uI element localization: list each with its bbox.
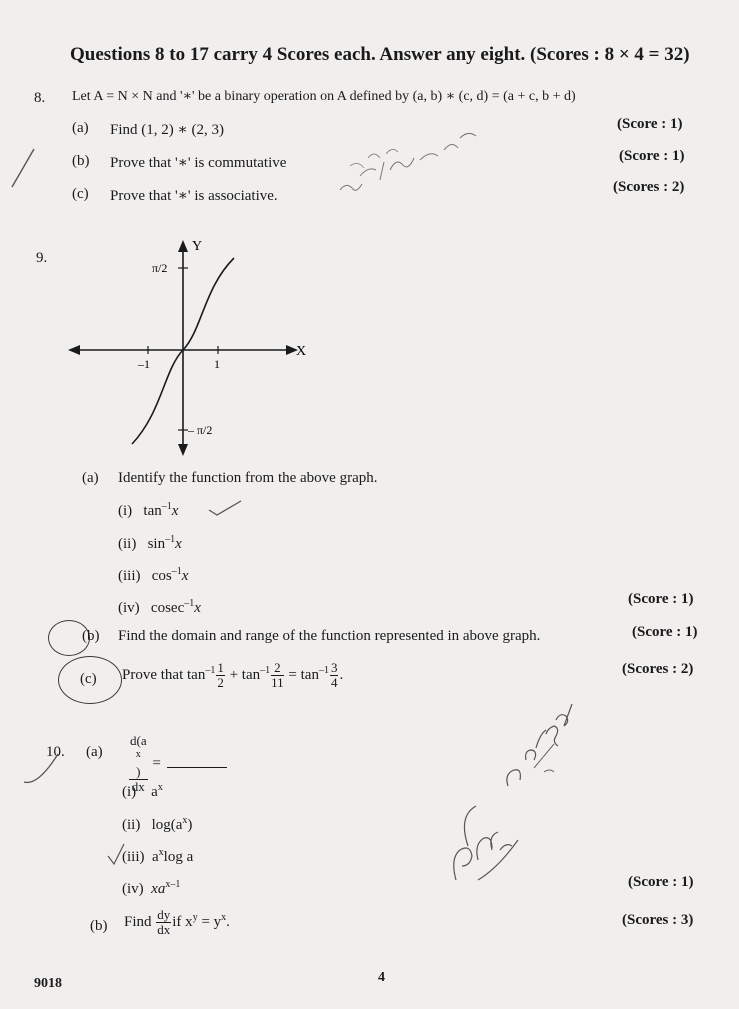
f1-den: 2 xyxy=(217,675,224,690)
page-number: 4 xyxy=(378,970,385,985)
pencil-scribble xyxy=(320,110,520,210)
q8c-label: (c) xyxy=(72,186,89,202)
deriv-num-exp: x xyxy=(135,749,141,760)
f1-num: 1 xyxy=(217,660,224,675)
option-label: (i) xyxy=(122,784,137,800)
option-text: a xyxy=(152,849,159,865)
q10a-label: (a) xyxy=(86,744,103,760)
option-text: log(a xyxy=(151,817,183,833)
option-label: (iv) xyxy=(122,881,144,897)
q9-option-i xyxy=(118,501,178,520)
q9-graph xyxy=(64,238,314,458)
option-var: x xyxy=(175,536,182,552)
f2-den: 11 xyxy=(271,675,284,690)
pencil-tick-mark xyxy=(8,145,38,190)
dy-num: dy xyxy=(157,907,171,922)
answer-blank xyxy=(167,755,227,768)
q9-option-ii xyxy=(118,534,182,553)
option-rest: ) xyxy=(187,817,193,833)
x-left-tick-label: –1 xyxy=(138,357,150,371)
dx-den: dx xyxy=(157,922,171,937)
dy-dx-fraction xyxy=(156,908,171,937)
q9c-score: (Scores : 2) xyxy=(622,661,694,677)
q9a-label: (a) xyxy=(82,470,99,486)
q8-number: 8. xyxy=(34,90,46,106)
option-exp: x xyxy=(182,815,188,826)
x-right-tick-label: 1 xyxy=(214,357,220,371)
option-fn: tan xyxy=(143,503,162,519)
y-bottom-tick-label: – π/2 xyxy=(188,423,213,437)
q10-option-i xyxy=(122,779,163,801)
q8-stem: Let A = N × N and '∗' be a binary operation on A defined by (a, b) ∗ (c, d) = (a + c, b + d) xyxy=(72,89,576,104)
q9b-text: Find the domain and range of the function represented in above graph. xyxy=(118,628,541,644)
f2-num: 2 xyxy=(271,661,284,676)
fraction-1 xyxy=(216,661,225,690)
option-exp: x xyxy=(157,782,163,793)
q9c-label: (c) xyxy=(80,671,97,687)
option-rest: log a xyxy=(163,849,194,865)
q10b-cond-prefix: if x xyxy=(172,913,193,930)
q9c-prefix: Prove that tan xyxy=(122,666,206,683)
q8b-label: (b) xyxy=(72,153,90,169)
pencil-check-mark xyxy=(205,498,245,518)
deriv-num-close: ) xyxy=(136,764,141,780)
y-axis-up-arrow xyxy=(178,240,188,252)
y-top-tick-label: π/2 xyxy=(152,261,168,275)
q10b-text xyxy=(124,908,230,937)
paper-code: 9018 xyxy=(34,976,62,991)
q10b-score: (Scores : 3) xyxy=(622,912,694,928)
fraction-3 xyxy=(330,661,339,690)
q10b-exp2: x xyxy=(221,911,227,923)
q8a-text: Find (1, 2) ∗ (2, 3) xyxy=(110,122,224,138)
option-exp: –1 xyxy=(184,598,195,609)
q9a-score: (Score : 1) xyxy=(628,591,694,607)
q10-number: 10. xyxy=(46,744,65,760)
pencil-handwriting-q10 xyxy=(448,690,608,900)
q9a-text: Identify the function from the above graph. xyxy=(118,470,378,486)
q10a-score: (Score : 1) xyxy=(628,874,694,890)
option-text: a xyxy=(151,784,158,800)
option-fn: sin xyxy=(147,536,166,552)
option-label: (ii) xyxy=(122,817,141,833)
section-heading: Questions 8 to 17 carry 4 Scores each. Answer any eight. (Scores : 8 × 4 = 32) xyxy=(70,44,690,65)
q10-option-ii xyxy=(122,815,192,834)
option-var: x xyxy=(194,600,201,616)
q9c-equation: Prove that $\tan^{-1}$ $\frac{1}{2}$ + $\tan^{-1}$ $\frac{2}{11}$ = $\tan^{-1}$ $\frac{3}{4}$ . xyxy=(122,660,344,690)
q8b-score: (Score : 1) xyxy=(619,148,685,164)
f3-num: 3 xyxy=(330,660,338,675)
q9-option-iv xyxy=(118,598,201,617)
f3-den: 4 xyxy=(330,675,338,690)
option-exp: –1 xyxy=(171,566,182,577)
option-var: x xyxy=(171,503,179,519)
option-label: (ii) xyxy=(118,536,137,552)
q9-option-iii xyxy=(118,566,188,585)
option-label: (iii) xyxy=(122,849,145,865)
q8b-text: Prove that '∗' is commutative xyxy=(110,155,287,171)
q10-option-iii xyxy=(122,847,193,866)
q8a-score: (Score : 1) xyxy=(617,116,683,132)
option-exp: –1 xyxy=(165,534,176,545)
option-var: x xyxy=(181,568,189,584)
deriv-equals: = xyxy=(152,755,161,772)
q9b-label: (b) xyxy=(82,628,100,644)
option-text: xa xyxy=(151,881,166,897)
q10b-exp1: y xyxy=(192,911,198,923)
q9b-score: (Score : 1) xyxy=(632,624,698,640)
q8c-text: Prove that '∗' is associative. xyxy=(110,188,278,204)
option-fn: cos xyxy=(151,568,172,584)
q8a-label: (a) xyxy=(72,120,89,136)
q9-number: 9. xyxy=(36,250,48,266)
option-fn: cosec xyxy=(150,600,185,616)
y-axis-label: Y xyxy=(192,239,203,254)
y-axis-down-arrow xyxy=(178,444,188,456)
option-exp: x xyxy=(158,847,164,858)
option-label: (i) xyxy=(118,503,133,519)
q10b-prefix: Find xyxy=(124,913,152,930)
q10b-cond-mid: = y xyxy=(197,913,222,930)
pencil-tick-mark-q10 xyxy=(22,752,62,788)
deriv-num: d(a xyxy=(130,733,147,748)
q8c-score: (Scores : 2) xyxy=(613,179,685,195)
option-exp: –1 xyxy=(161,501,172,512)
x-axis-left-arrow xyxy=(68,345,80,355)
fraction-2 xyxy=(271,661,284,690)
option-label: (iii) xyxy=(118,568,141,584)
q10b-cond-end: . xyxy=(226,913,230,930)
q10-option-iv xyxy=(122,879,180,898)
x-axis-label: X xyxy=(296,344,307,359)
pencil-mark-iii xyxy=(106,842,126,866)
deriv-den: dx xyxy=(131,779,145,795)
option-label: (iv) xyxy=(118,600,140,616)
q10b-label: (b) xyxy=(90,918,108,934)
option-exp: x–1 xyxy=(165,879,181,890)
